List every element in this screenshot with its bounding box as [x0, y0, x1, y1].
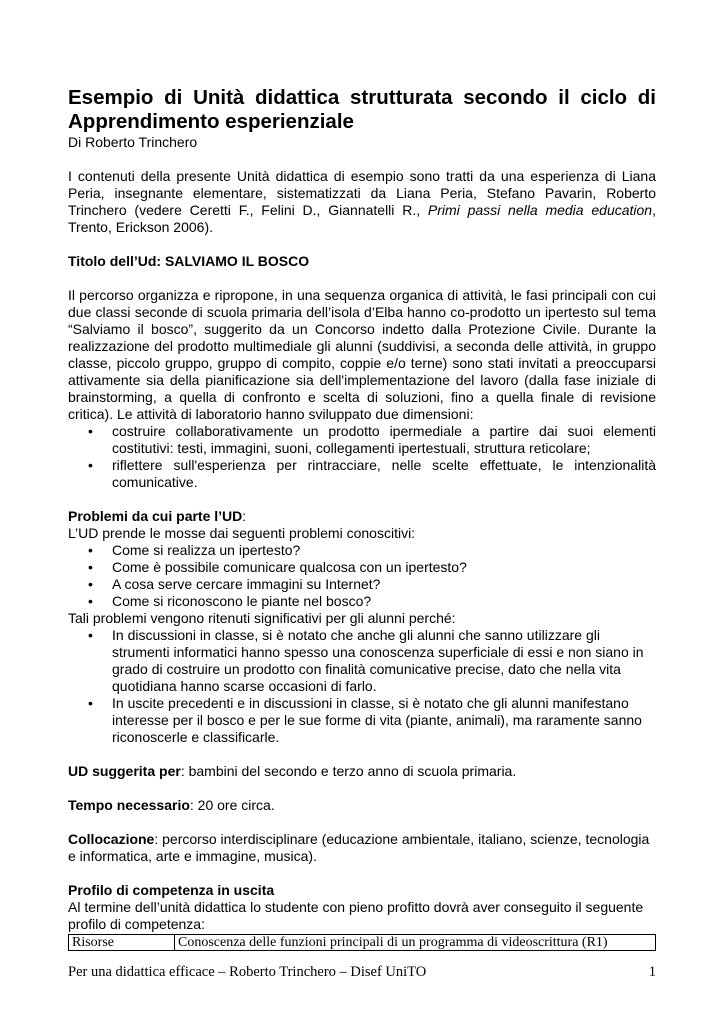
- list-item: • In discussioni in classe, si è notato che anche gli alunni che sanno utilizzare gli strumenti informatici hanno spesso una conoscenza superficiale di essi e non siano in grado di costruire un prodotto con finalità comunicative precise, dato che nella vita quotidiana hanno scarse occasioni di farlo.: [88, 627, 644, 694]
- list-item: • riflettere sull'esperienza per rintracciare, nelle scelte effettuate, le intenzionalità comunicative.: [88, 457, 656, 490]
- list-item: • A cosa serve cercare immagini su Internet?: [88, 576, 381, 592]
- list-item: • costruire collaborativamente un prodotto ipermediale a partire dai suoi elementi costitutivi: testi, immagini, suoni, collegamenti ipertestuali, struttura reticolare;: [88, 423, 656, 456]
- intro-book-title: Primi passi nella media education: [427, 202, 653, 218]
- tempo-line: Tempo necessario: 20 ore circa.: [68, 797, 275, 813]
- dimensioni-list: [68, 423, 656, 491]
- list-item: • Come è possibile comunicare qualcosa con un ipertesto?: [88, 559, 467, 575]
- document-page: [68, 86, 656, 951]
- ud-suggerita-line: UD suggerita per: bambini del secondo e terzo anno di scuola primaria.: [68, 763, 517, 779]
- intro-text: I contenuti della presente Unità didattica di esempio sono tratti da una esperienza di Liana Peria, insegnante elementare, sistematizzati da Liana Peria, Stefano Pavarin, Roberto Trinchero (vedere Ceretti F., Felini D., Giannatelli R.,: [68, 168, 656, 218]
- list-item: • Come si realizza un ipertesto?: [88, 542, 301, 558]
- page-number: 1: [648, 964, 656, 980]
- significativi-list: [68, 627, 656, 746]
- percorso-paragraph: Il percorso organizza e ripropone, in una sequenza organica di attività, le fasi principali con cui due classi seconde di scuola primaria dell’isola d’Elba hanno co-prodotto un ipertesto sul tema “Salviamo il bosco”, suggerito da un Concorso indetto dalla Protezione Civile. Durante la realizzazione del prodotto multimediale gli alunni (suddivisi, a seconda delle attività, in gruppo classe, piccolo gruppo, gruppo di compito, coppie e/o terne) sono stati invitati a preoccuparsi attivamente sia della pianificazione sia dell'implementazione del lavoro (dalla fase iniziale di brainstorming, a quella di confronto e scelta di soluzioni, fino a quella finale di revisione critica). Le attività di laboratorio hanno sviluppato due dimensioni:: [68, 287, 656, 422]
- author-line: Di Roberto Trinchero: [68, 134, 198, 150]
- title-line-1: Esempio di Unità didattica strutturata secondo il ciclo di: [68, 86, 656, 109]
- document-title: [68, 86, 656, 134]
- page-footer: [68, 964, 656, 981]
- competenze-table: [68, 934, 656, 951]
- title-line-2: Apprendimento esperienziale: [68, 110, 354, 133]
- problemi-heading: Problemi da cui parte l’UD: [68, 508, 243, 524]
- collocazione-line: Collocazione: percorso interdisciplinare (educazione ambientale, italiano, scienze, tecnologia e informatica, arte e immagine, musica).: [68, 831, 650, 864]
- ud-suggerita-label: UD suggerita per: [68, 763, 181, 779]
- ud-title: Titolo dell’Ud: SALVIAMO IL BOSCO: [68, 253, 310, 269]
- problemi-intro: L’UD prende le mosse dai seguenti problemi conoscitivi:: [68, 525, 416, 541]
- table-cell-description: Conoscenza delle funzioni principali di un programma di videoscrittura (R1): [175, 935, 656, 951]
- profilo-text: Al termine dell’unità didattica lo studente con pieno profitto dovrà aver conseguito il seguente profilo di competenza:: [68, 899, 644, 932]
- footer-text: Per una didattica efficace – Roberto Trinchero – Disef UniTO: [68, 964, 427, 980]
- problemi-heading-line: Problemi da cui parte l’UD:: [68, 508, 247, 524]
- problemi-list: [68, 542, 656, 610]
- tempo-label: Tempo necessario: [68, 797, 190, 813]
- table-cell-category: Risorse: [69, 935, 175, 951]
- intro-paragraph: [68, 168, 656, 236]
- profilo-heading: Profilo di competenza in uscita: [68, 882, 275, 898]
- intro-text-end: , Trento, Erickson 2006).: [68, 202, 656, 235]
- collocazione-label: Collocazione: [68, 831, 155, 847]
- list-item: • In uscite precedenti e in discussioni in classe, si è notato che gli alunni manifestano interesse per il bosco e per le sue forme di vita (piante, animali), ma raramente sanno riconoscerle e classificarle.: [88, 695, 642, 745]
- significativi-intro: Tali problemi vengono ritenuti significativi per gli alunni perché:: [68, 610, 456, 626]
- table-row: [69, 935, 656, 951]
- list-item: • Come si riconoscono le piante nel bosco?: [88, 593, 372, 609]
